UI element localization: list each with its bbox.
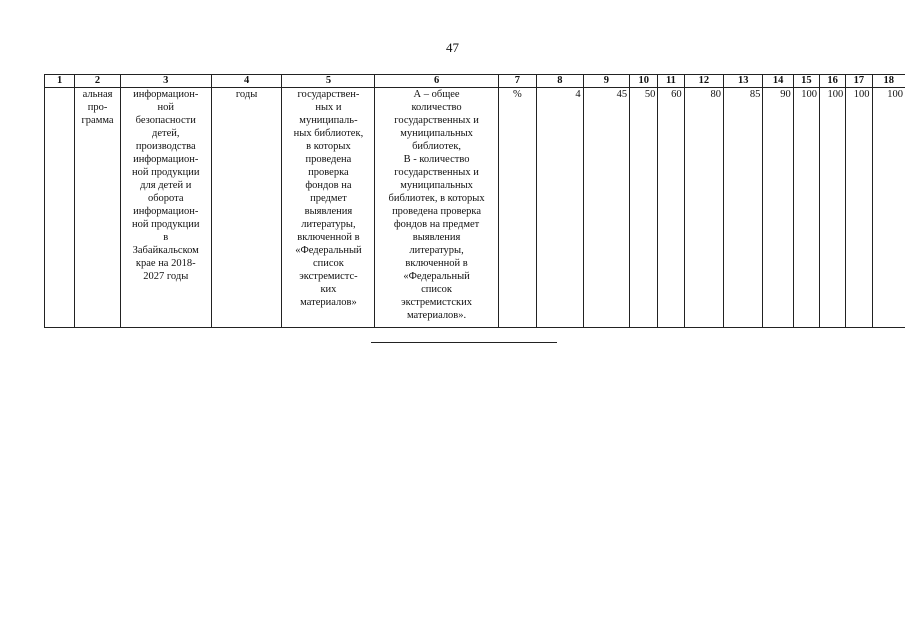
column-header-8: 8	[537, 75, 583, 88]
cell-number	[45, 88, 75, 328]
column-header-14: 14	[763, 75, 793, 88]
column-header-15: 15	[793, 75, 819, 88]
cell-period: годы	[211, 88, 282, 328]
cell-program-name: информацион- ной безопасности детей, производства информацион- ной продукции для детей и оборота информацион- ной продукции в Забайкальском крае на 2018- 2027 годы	[120, 88, 211, 328]
cell-value-14: 90	[763, 88, 793, 328]
column-header-11: 11	[658, 75, 684, 88]
column-header-10: 10	[630, 75, 658, 88]
cell-unit: %	[498, 88, 536, 328]
column-header-13: 13	[724, 75, 763, 88]
cell-value-9: 45	[583, 88, 629, 328]
cell-value-10: 50	[630, 88, 658, 328]
cell-value-17: 100	[846, 88, 872, 328]
end-rule	[371, 342, 557, 343]
column-header-12: 12	[684, 75, 723, 88]
cell-value-13: 85	[724, 88, 763, 328]
column-header-18: 18	[872, 75, 905, 88]
column-header-16: 16	[820, 75, 846, 88]
page-number: 47	[446, 40, 459, 55]
column-header-5: 5	[282, 75, 375, 88]
column-header-6: 6	[375, 75, 498, 88]
column-header-4: 4	[211, 75, 282, 88]
cell-method: А – общее количество государственных и муниципальных библиотек, В - количество государственных и муниципальных библиотек, в которых проведена проверка фондов на предмет выявления литературы, включенной в «Федеральный список экстремистских материалов».	[375, 88, 498, 328]
cell-value-15: 100	[793, 88, 819, 328]
table-row	[45, 88, 905, 328]
cell-indicator: государствен- ных и муниципаль- ных библиотек, в которых проведена проверка фондов на предмет выявления литературы, включенной в «Федеральный список экстремистс- ких материалов»	[282, 88, 375, 328]
cell-value-12: 80	[684, 88, 723, 328]
cell-value-18: 100	[872, 88, 905, 328]
column-header-2: 2	[75, 75, 120, 88]
column-header-1: 1	[45, 75, 75, 88]
indicator-table	[44, 74, 905, 328]
column-header-3: 3	[120, 75, 211, 88]
header-row	[45, 75, 905, 88]
column-header-7: 7	[498, 75, 536, 88]
cell-value-8: 4	[537, 88, 583, 328]
cell-value-11: 60	[658, 88, 684, 328]
cell-program-type: альная про- грамма	[75, 88, 120, 328]
column-header-9: 9	[583, 75, 629, 88]
column-header-17: 17	[846, 75, 872, 88]
cell-value-16: 100	[820, 88, 846, 328]
